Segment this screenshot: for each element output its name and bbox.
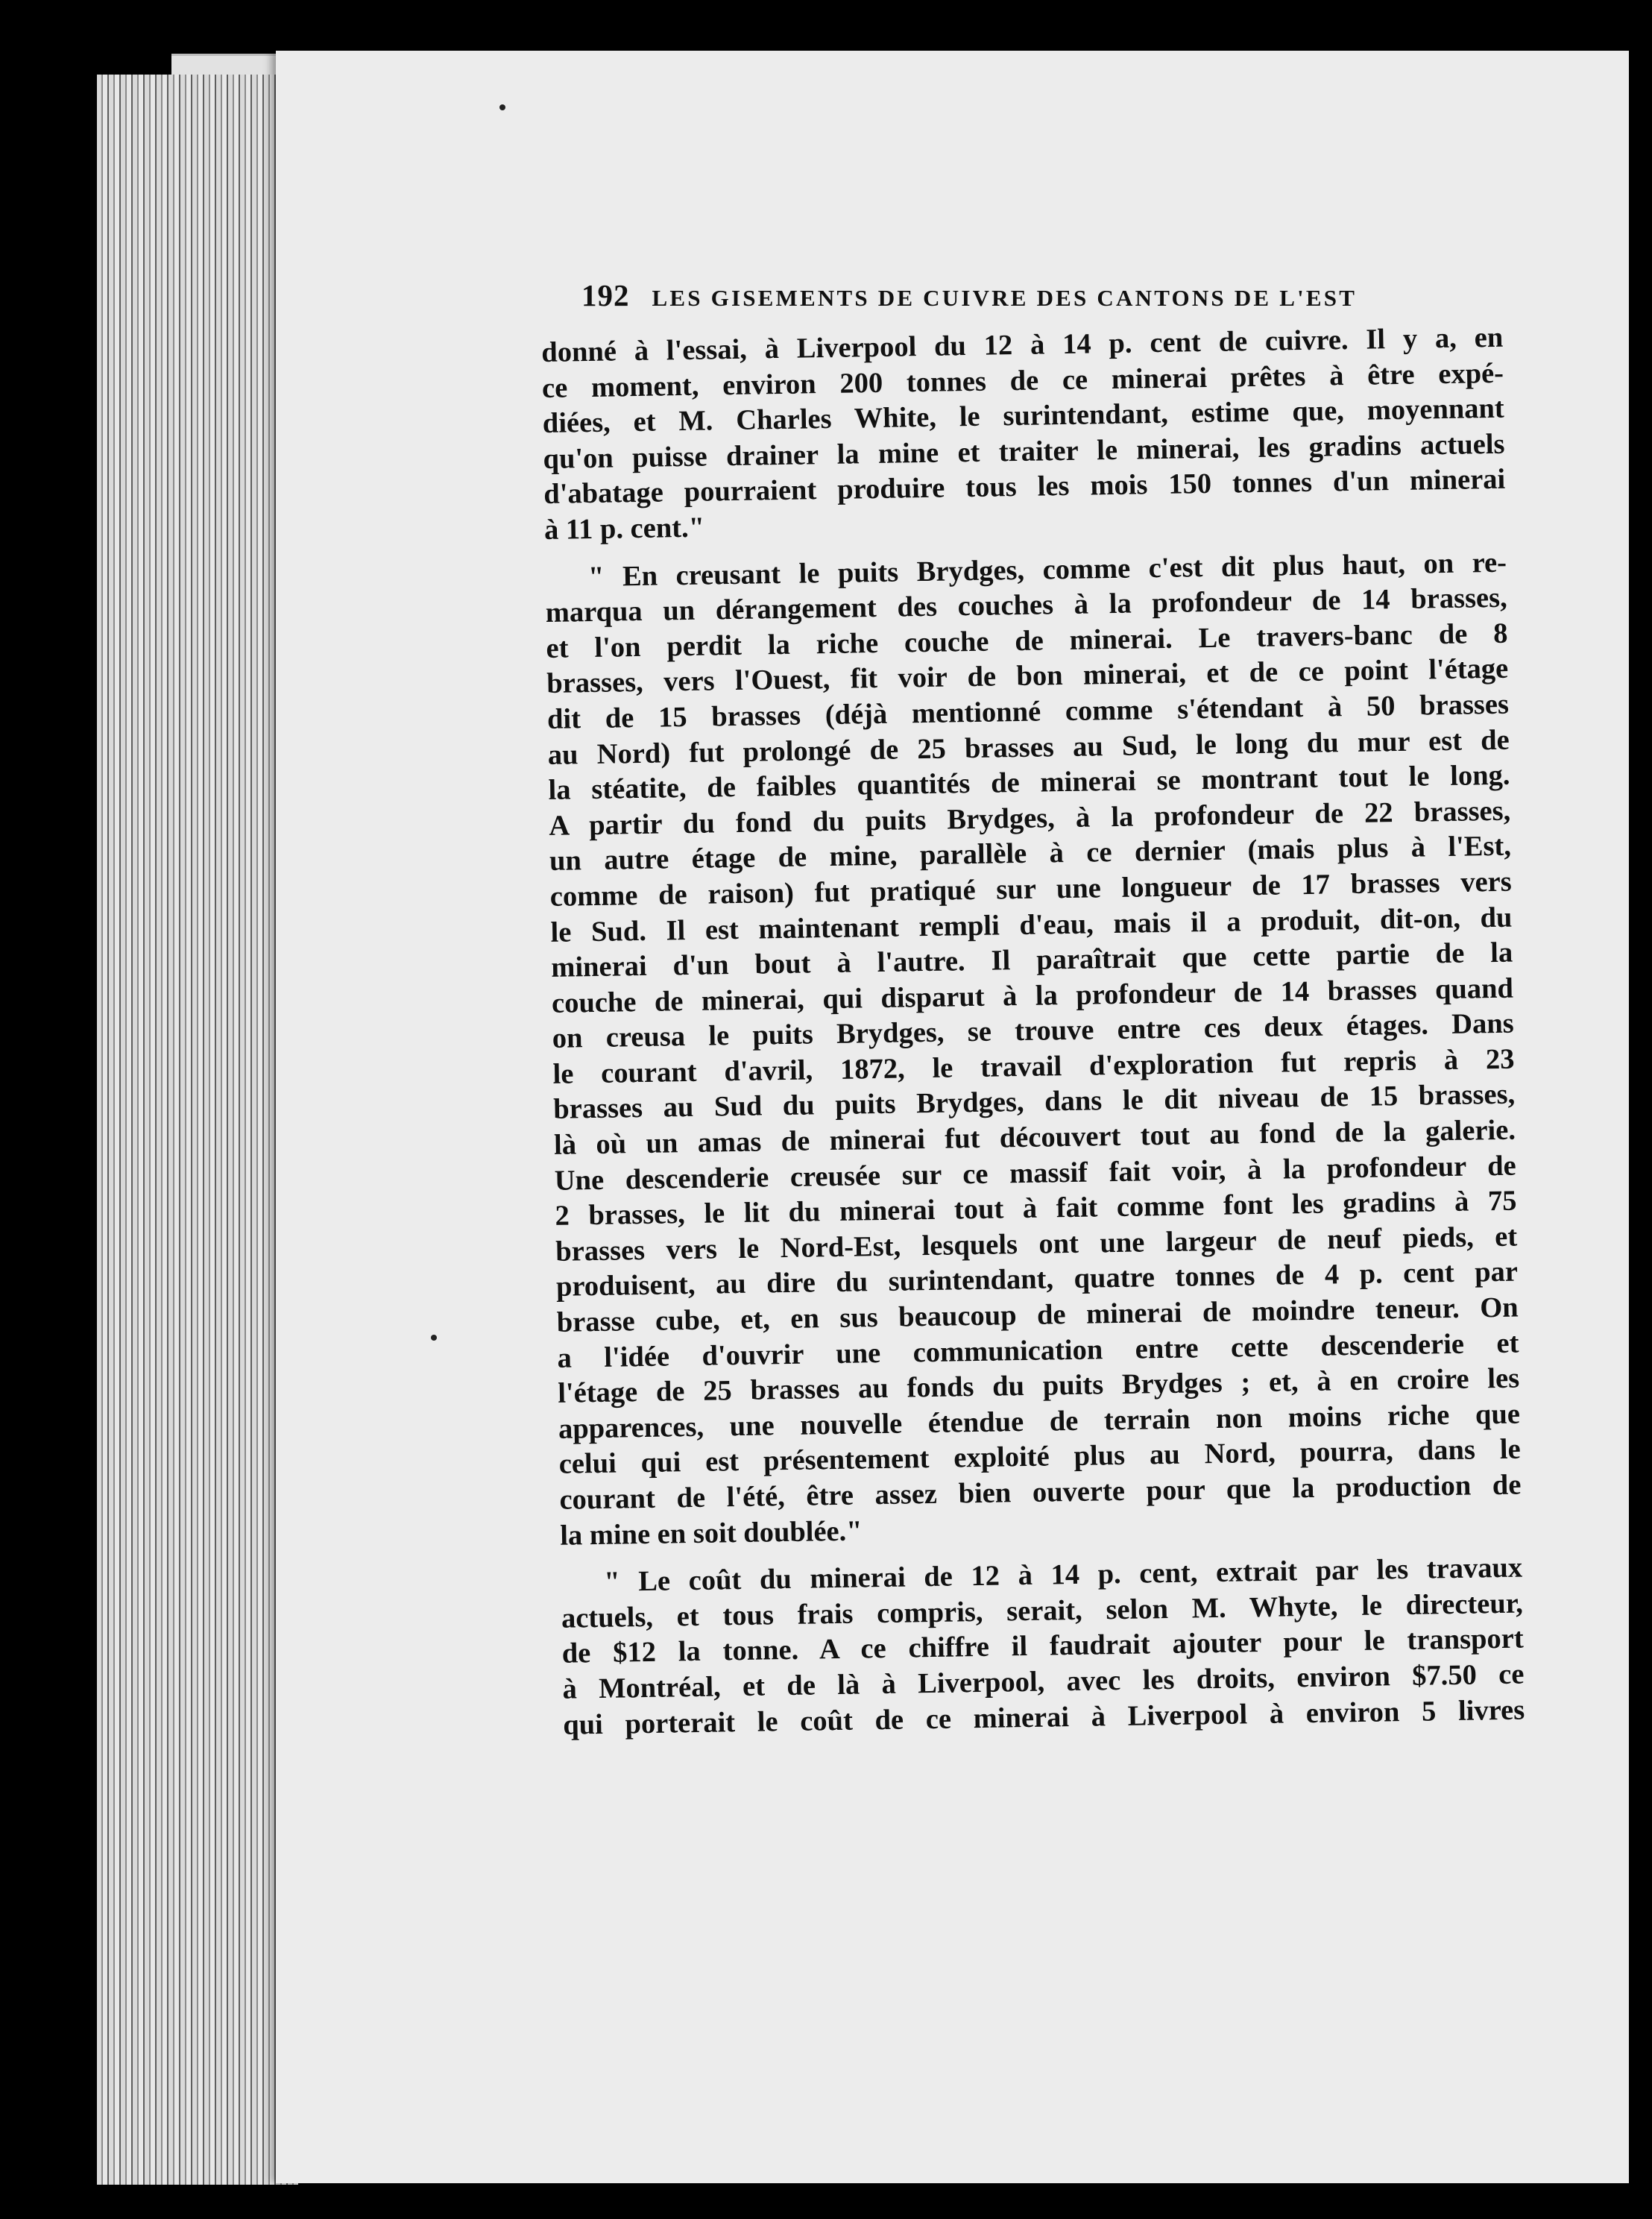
text-line: A partir du fond du puits Brydges, à la profondeur de 22 brasses, xyxy=(549,795,1511,842)
paragraph-continuation xyxy=(541,321,1506,549)
text-line: a l'idée d'ouvrir une communication entre cette descenderie et xyxy=(557,1327,1519,1374)
text-line: comme de raison) fut pratiqué sur une longueur de 17 brasses vers xyxy=(549,866,1512,913)
text-line: brasses, vers l'Ouest, fit voir de bon minerai, et de ce point l'étage xyxy=(546,653,1509,700)
text-line: brasses vers le Nord-Est, lesquels ont une largeur de neuf pieds, et xyxy=(555,1221,1518,1268)
text-line: le courant d'avril, 1872, le travail d'exploration fut repris à 23 xyxy=(552,1043,1515,1090)
text-line: Une descenderie creusée sur ce massif fait voir, à la profondeur de xyxy=(554,1150,1516,1197)
text-line: à 11 p. cent." xyxy=(543,512,705,546)
text-line: qu'on puisse drainer la mine et traiter le minerai, les gradins actuels xyxy=(543,428,1505,475)
text-line: au Nord) fut prolongé de 25 brasses au Sud, le long du mur est de xyxy=(547,724,1510,771)
text-line: là où un amas de minerai fut découvert tout au fond de la galerie. xyxy=(553,1114,1516,1161)
text-line: 2 brasses, le lit du minerai tout à fait comme font les gradins à 75 xyxy=(555,1185,1517,1233)
text-line: l'étage de 25 brasses au fonds du puits Brydges ; et, à en croire les xyxy=(557,1362,1520,1410)
page-number: 192 xyxy=(581,278,630,312)
text-line: courant de l'été, être assez bien ouverte pour que la production de xyxy=(559,1469,1522,1516)
text-line: brasses au Sud du puits Brydges, dans le dit niveau de 15 brasses, xyxy=(552,1079,1516,1126)
dust-speck xyxy=(431,1335,437,1341)
running-head xyxy=(581,277,1476,313)
text-line: ce moment, environ 200 tonnes de ce minerai prêtes à être expé- xyxy=(541,357,1504,404)
text-line: un autre étage de mine, parallèle à ce dernier (mais plus à l'Est, xyxy=(549,830,1512,878)
text-line: à Montréal, et de là à Liverpool, avec les droits, environ $7.50 ce xyxy=(562,1658,1525,1705)
dust-speck xyxy=(499,104,505,110)
text-line: actuels, et tous frais compris, serait, selon M. Whyte, le directeur, xyxy=(561,1587,1524,1634)
text-line: de $12 la tonne. A ce chiffre il faudrait ajouter pour le transport xyxy=(561,1622,1524,1670)
text-line: la mine en soit doublée." xyxy=(559,1515,863,1552)
text-line: brasse cube, et, en sus beaucoup de minerai de moindre teneur. On xyxy=(556,1291,1519,1338)
running-head-title: LES GISEMENTS DE CUIVRE DES CANTONS DE L'EST xyxy=(652,285,1358,311)
text-line: d'abatage pourraient produire tous les mois 150 tonnes d'un minerai xyxy=(543,464,1506,511)
text-line: dit de 15 brasses (déjà mentionné comme s'étendant à 50 brasses xyxy=(546,688,1510,735)
text-line: donné à l'essai, à Liverpool du 12 à 14 p. cent de cuivre. Il y a, en xyxy=(541,321,1504,368)
body-text xyxy=(541,321,1525,1743)
stacked-page-edges xyxy=(97,75,298,2185)
paragraph-cost xyxy=(561,1551,1525,1743)
text-line: " En creusant le puits Brydges, comme c'est dit plus haut, on re- xyxy=(587,547,1507,593)
text-line: produisent, au dire du surintendant, quatre tonnes de 4 p. cent par xyxy=(555,1256,1519,1303)
text-line: et l'on perdit la riche couche de minerai. Le travers-banc de 8 xyxy=(546,617,1508,664)
text-line: " Le coût du minerai de 12 à 14 p. cent, extrait par les travaux xyxy=(603,1552,1523,1599)
text-line: qui porterait le coût de ce minerai à Liverpool à environ 5 livres xyxy=(562,1694,1525,1741)
text-line: apparences, une nouvelle étendue de terrain non moins riche que xyxy=(558,1398,1521,1445)
text-line: diées, et M. Charles White, le surintendant, estime que, moyennant xyxy=(542,392,1505,440)
text-line: celui qui est présentement exploité plus au Nord, pourra, dans le xyxy=(558,1433,1521,1481)
text-line: marqua un dérangement des couches à la profondeur de 14 brasses, xyxy=(545,582,1508,629)
text-line: couche de minerai, qui disparut à la profondeur de 14 brasses quand xyxy=(551,972,1514,1019)
text-line: le Sud. Il est maintenant rempli d'eau, mais il a produit, dit-on, du xyxy=(550,901,1513,948)
text-line: on creusa le puits Brydges, se trouve entre ces deux étages. Dans xyxy=(552,1007,1514,1055)
text-line: minerai d'un bout à l'autre. Il paraîtrait que cette partie de la xyxy=(550,937,1513,983)
paragraph-brydges xyxy=(545,545,1522,1554)
text-line: la stéatite, de faibles quantités de minerai se montrant tout le long. xyxy=(548,759,1510,807)
